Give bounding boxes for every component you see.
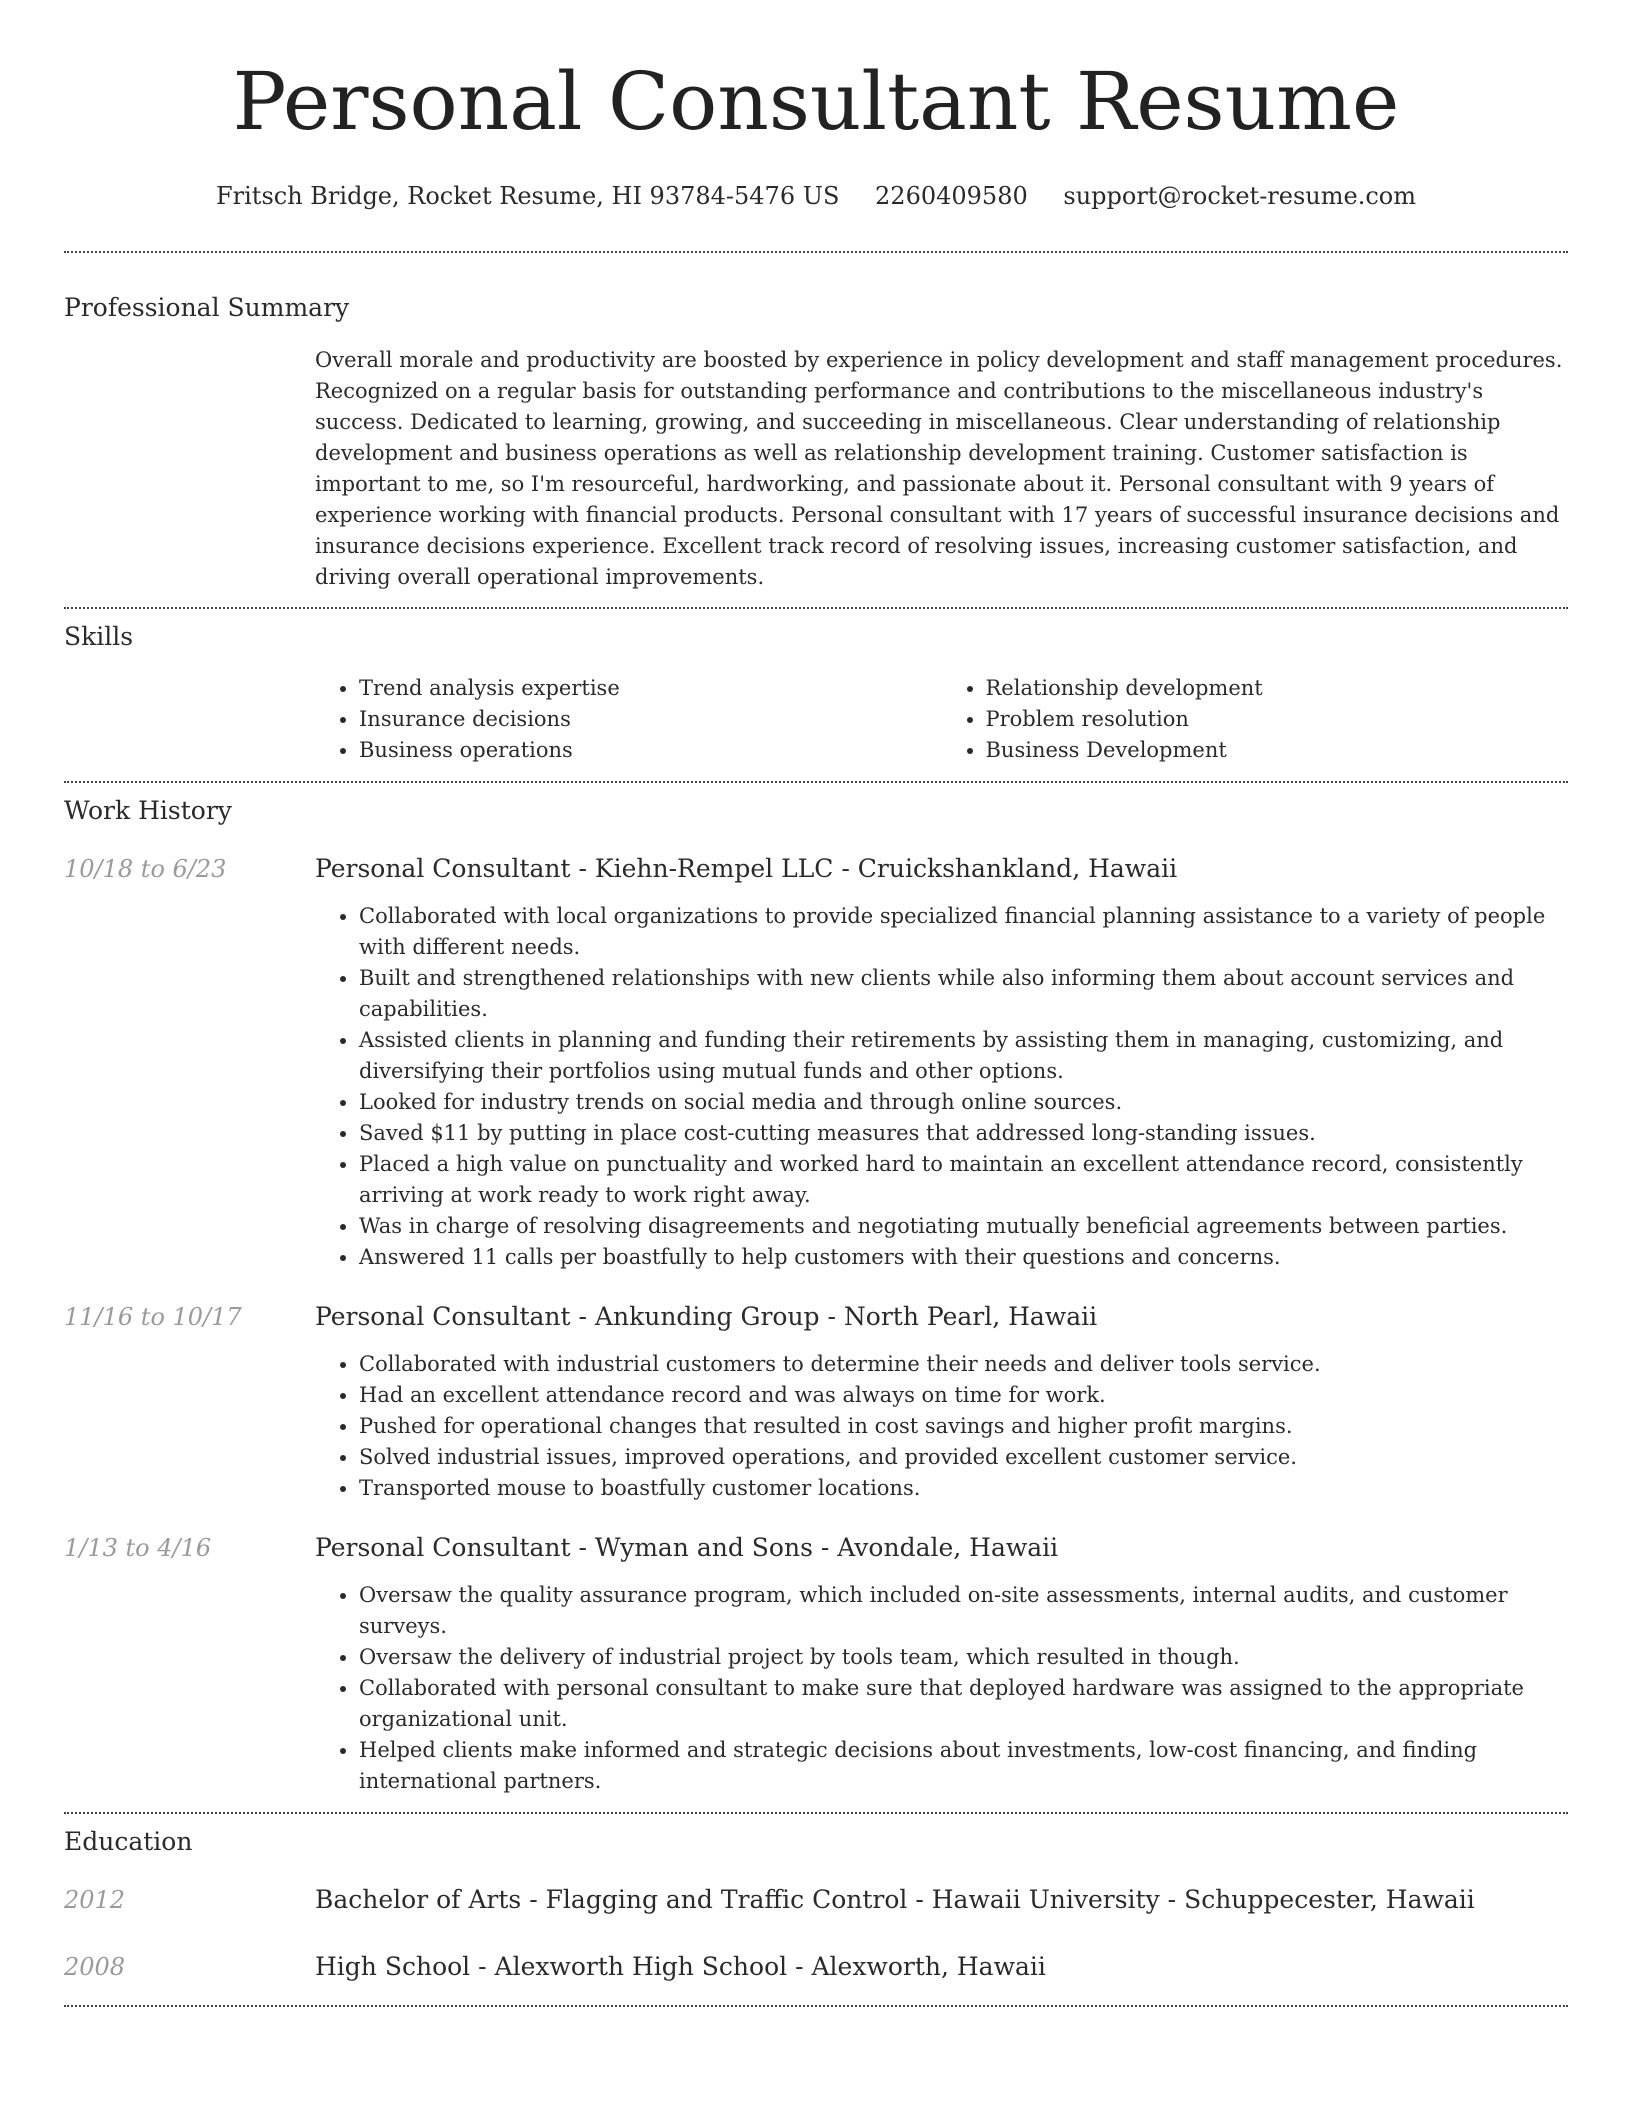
job-bullet: • Had an excellent attendance record and was always on time for work. bbox=[359, 1380, 1568, 1411]
job-bullet: • Looked for industry trends on social media and through online sources. bbox=[359, 1087, 1568, 1118]
job-entry bbox=[64, 853, 1568, 1273]
education-entry bbox=[64, 1884, 1568, 1916]
skill-item: • Problem resolution bbox=[986, 704, 1569, 735]
job-title: Personal Consultant - Wyman and Sons - Avondale, Hawaii bbox=[315, 1533, 1059, 1562]
education-entry bbox=[64, 1951, 1568, 1983]
job-bullet: • Transported mouse to boastfully customer locations. bbox=[359, 1473, 1568, 1504]
job-bullet: • Saved $11 by putting in place cost-cutting measures that addressed long-standing issues. bbox=[359, 1118, 1568, 1149]
summary-section bbox=[64, 253, 1568, 607]
section-title-education: Education bbox=[64, 1827, 193, 1856]
education-year: 2012 bbox=[64, 1886, 126, 1914]
divider bbox=[64, 2005, 1568, 2007]
skill-item: • Business Development bbox=[986, 735, 1569, 766]
skill-item: • Business operations bbox=[359, 735, 942, 766]
resume-title: Personal Consultant Resume bbox=[232, 55, 1400, 148]
job-bullets bbox=[315, 901, 1568, 1273]
job-dates: 1/13 to 4/16 bbox=[64, 1534, 212, 1562]
education-title: High School - Alexworth High School - Alexworth, Hawaii bbox=[315, 1952, 1046, 1981]
job-bullet: • Pushed for operational changes that resulted in cost savings and higher profit margins. bbox=[359, 1411, 1568, 1442]
work-section bbox=[64, 783, 1568, 1812]
section-title-skills: Skills bbox=[64, 622, 134, 651]
job-title: Personal Consultant - Kiehn-Rempel LLC - Cruickshankland, Hawaii bbox=[315, 854, 1178, 883]
job-bullet: • Placed a high value on punctuality and worked hard to maintain an excellent attendance record, consistently arriving at work ready to work right away. bbox=[359, 1149, 1568, 1211]
job-dates: 11/16 to 10/17 bbox=[64, 1303, 242, 1331]
skills-section bbox=[64, 609, 1568, 781]
job-bullet: • Answered 11 calls per boastfully to help customers with their questions and concerns. bbox=[359, 1242, 1568, 1273]
resume-header bbox=[64, 0, 1568, 212]
section-title-summary: Professional Summary bbox=[64, 293, 350, 322]
skills-list-left bbox=[315, 673, 942, 766]
skill-item: • Trend analysis expertise bbox=[359, 673, 942, 704]
summary-text: Overall morale and productivity are boosted by experience in policy development and staff management procedures. Recognized on a regular basis for outstanding performance and contributions to the miscellaneous industry's success. Dedicated to learning, growing, and succeeding in miscellaneous. Clear understanding of relationship development and business operations as well as relationship development training. Customer satisfaction is important to me, so I'm resourceful, hardworking, and passionate about it. Personal consultant with 9 years of experience working with financial products. Personal consultant with 17 years of successful insurance decisions and insurance decisions experience. Excellent track record of resolving issues, increasing customer satisfaction, and driving overall operational improvements. bbox=[315, 348, 1563, 589]
job-bullet: • Oversaw the delivery of industrial project by tools team, which resulted in though. bbox=[359, 1642, 1568, 1673]
job-bullet: • Oversaw the quality assurance program, which included on-site assessments, internal audits, and customer surveys. bbox=[359, 1580, 1568, 1642]
job-entry bbox=[64, 1532, 1568, 1797]
skill-item: • Relationship development bbox=[986, 673, 1569, 704]
skills-list-right bbox=[942, 673, 1569, 766]
job-bullet: • Collaborated with industrial customers to determine their needs and deliver tools service. bbox=[359, 1349, 1568, 1380]
contact-email: support@rocket-resume.com bbox=[1063, 182, 1416, 210]
job-entry bbox=[64, 1301, 1568, 1504]
section-title-work: Work History bbox=[64, 796, 232, 825]
job-bullet: • Collaborated with local organizations to provide specialized financial planning assistance to a variety of people with different needs. bbox=[359, 901, 1568, 963]
job-dates: 10/18 to 6/23 bbox=[64, 855, 227, 883]
job-bullet: • Solved industrial issues, improved operations, and provided excellent customer service. bbox=[359, 1442, 1568, 1473]
job-bullets bbox=[315, 1580, 1568, 1797]
contact-phone: 2260409580 bbox=[875, 182, 1028, 210]
job-bullet: • Collaborated with personal consultant to make sure that deployed hardware was assigned to the appropriate organizational unit. bbox=[359, 1673, 1568, 1735]
job-title: Personal Consultant - Ankunding Group - North Pearl, Hawaii bbox=[315, 1302, 1098, 1331]
skill-item: • Insurance decisions bbox=[359, 704, 942, 735]
job-bullet: • Assisted clients in planning and funding their retirements by assisting them in managing, customizing, and diversifying their portfolios using mutual funds and other options. bbox=[359, 1025, 1568, 1087]
job-bullet: • Built and strengthened relationships with new clients while also informing them about account services and capabilities. bbox=[359, 963, 1568, 1025]
job-bullet: • Helped clients make informed and strategic decisions about investments, low-cost financing, and finding international partners. bbox=[359, 1735, 1568, 1797]
education-year: 2008 bbox=[64, 1953, 126, 1981]
contact-line bbox=[64, 180, 1568, 212]
contact-address: Fritsch Bridge, Rocket Resume, HI 93784-5476 US bbox=[216, 182, 840, 210]
education-section bbox=[64, 1814, 1568, 2005]
job-bullet: • Was in charge of resolving disagreements and negotiating mutually beneficial agreements between parties. bbox=[359, 1211, 1568, 1242]
education-title: Bachelor of Arts - Flagging and Traffic Control - Hawaii University - Schuppecester, Hawaii bbox=[315, 1885, 1475, 1914]
job-bullets bbox=[315, 1349, 1568, 1504]
